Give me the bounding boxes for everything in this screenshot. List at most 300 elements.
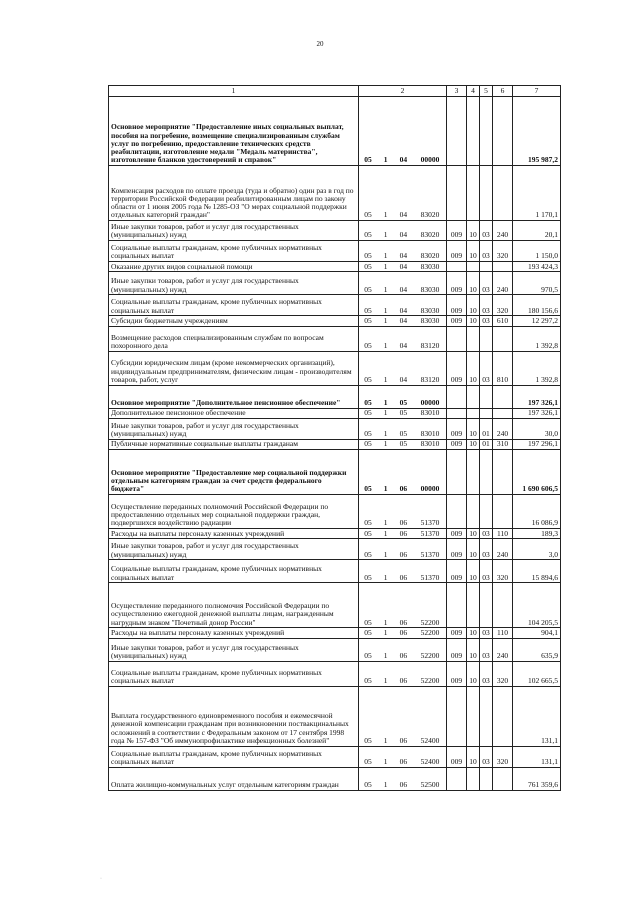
program-code-part: 51370	[420, 549, 440, 559]
table-row	[109, 351, 561, 385]
program-code-parts	[361, 629, 444, 637]
program-code-part: 1	[383, 429, 388, 438]
program-code-parts	[361, 551, 444, 559]
row-amount: 197 326,1	[513, 408, 561, 418]
program-code-part: 1	[383, 779, 388, 789]
table-row	[109, 326, 561, 351]
row-description: Иные закупки товаров, работ и услуг для государственных (муниципальных) нужд	[109, 638, 359, 661]
program-code-part: 83010	[420, 429, 440, 438]
program-code-parts	[361, 619, 444, 627]
table-row-main-activity	[109, 385, 561, 408]
row-expense-type-code	[493, 166, 513, 221]
program-code-part: 04	[399, 284, 408, 294]
program-code-part: 1	[383, 617, 388, 627]
row-program-code	[359, 272, 447, 295]
program-code-part: 04	[399, 210, 408, 220]
program-code-part: 05	[364, 779, 372, 789]
program-code-part: 05	[364, 484, 372, 494]
row-description: Социальные выплаты гражданам, кроме публичных нормативных социальных выплат	[109, 661, 359, 686]
row-amount: 1 392,8	[513, 326, 561, 351]
program-code-part: 05	[364, 650, 372, 660]
program-code-part: 1	[383, 484, 388, 494]
row-program-code	[359, 351, 447, 385]
row-subsection-code	[480, 686, 493, 746]
table-row	[109, 295, 561, 316]
program-code-part: 1	[383, 675, 388, 685]
row-program-code	[359, 767, 447, 790]
row-amount: 30,0	[513, 418, 561, 439]
program-code-part: 51370	[420, 572, 440, 582]
row-amount: 904,1	[513, 628, 561, 638]
margin-mark: ·	[100, 876, 102, 882]
row-program-code	[359, 326, 447, 351]
program-code-part: 1	[383, 261, 388, 271]
row-amount: 761 359,6	[513, 767, 561, 790]
program-code-parts	[361, 530, 444, 538]
program-code-part: 05	[399, 408, 408, 417]
program-code-part: 05	[364, 675, 372, 685]
program-code-part: 1	[383, 572, 388, 582]
program-code-parts	[361, 485, 444, 493]
row-ministry-code: 009	[447, 221, 467, 241]
row-ministry-code	[447, 262, 467, 272]
program-code-part: 00000	[420, 155, 440, 165]
row-subsection-code	[480, 767, 493, 790]
row-section-code: 10	[467, 638, 480, 661]
row-ministry-code: 009	[447, 628, 467, 638]
row-expense-type-code: 240	[493, 418, 513, 439]
table-row	[109, 316, 561, 326]
program-code-parts	[361, 376, 444, 384]
program-code-part: 83120	[420, 374, 440, 384]
program-code-part: 04	[399, 305, 408, 315]
header-cell: 2	[359, 86, 447, 97]
program-code-part: 83010	[420, 408, 440, 417]
row-program-code	[359, 408, 447, 418]
program-code-part: 1	[383, 439, 388, 449]
program-code-part: 83020	[420, 251, 440, 261]
program-code-parts	[361, 781, 444, 789]
program-code-part: 52400	[420, 735, 440, 745]
program-code-part: 05	[364, 429, 372, 438]
program-code-parts	[361, 156, 444, 164]
row-amount: 131,1	[513, 746, 561, 767]
program-code-part: 1	[383, 627, 388, 637]
program-code-parts	[361, 307, 444, 315]
table-row	[109, 560, 561, 583]
program-code-parts	[361, 430, 444, 438]
row-expense-type-code: 320	[493, 560, 513, 583]
row-subsection-code	[480, 385, 493, 408]
row-subsection-code	[480, 97, 493, 166]
program-code-part: 52200	[420, 675, 440, 685]
row-description: Оказание других видов социальной помощи	[109, 262, 359, 272]
program-code-part: 06	[399, 572, 408, 582]
header-cell: 3	[447, 86, 467, 97]
row-section-code: 10	[467, 560, 480, 583]
table-row	[109, 767, 561, 790]
program-code-part: 00000	[420, 397, 440, 407]
header-cell: 1	[109, 86, 359, 97]
row-section-code	[467, 97, 480, 166]
program-code-part: 51370	[420, 518, 440, 528]
program-code-parts	[361, 652, 444, 660]
row-amount: 197 326,1	[513, 385, 561, 408]
program-code-part: 52200	[420, 617, 440, 627]
program-code-part: 1	[383, 549, 388, 559]
row-ministry-code: 009	[447, 295, 467, 316]
row-ministry-code: 009	[447, 560, 467, 583]
row-section-code: 10	[467, 351, 480, 385]
row-ministry-code	[447, 326, 467, 351]
row-description: Субсидии юридическим лицам (кроме некоммерческих организаций), индивидуальным предпринимателям, физическим лицам - производителям товаров, работ, услуг	[109, 351, 359, 385]
program-code-part: 04	[399, 230, 408, 240]
row-expense-type-code	[493, 326, 513, 351]
program-code-part: 05	[399, 397, 408, 407]
program-code-part: 05	[364, 340, 372, 350]
program-code-parts	[361, 519, 444, 527]
row-amount: 12 297,2	[513, 316, 561, 326]
row-ministry-code: 009	[447, 746, 467, 767]
program-code-parts	[361, 211, 444, 219]
header-cell: 7	[513, 86, 561, 97]
row-ministry-code: 009	[447, 351, 467, 385]
row-expense-type-code: 810	[493, 351, 513, 385]
program-code-part: 05	[399, 439, 408, 449]
program-code-part: 05	[364, 439, 372, 449]
program-code-part: 06	[399, 518, 408, 528]
page-number: 20	[316, 40, 324, 48]
row-subsection-code: 03	[480, 539, 493, 560]
program-code-part: 04	[399, 251, 408, 261]
row-program-code	[359, 241, 447, 262]
row-ministry-code: 009	[447, 241, 467, 262]
row-ministry-code	[447, 686, 467, 746]
row-ministry-code	[447, 450, 467, 495]
program-code-part: 05	[364, 518, 372, 528]
program-code-part: 06	[399, 528, 408, 538]
row-section-code	[467, 767, 480, 790]
program-code-parts	[361, 574, 444, 582]
header-cell: 6	[493, 86, 513, 97]
program-code-part: 05	[364, 251, 372, 261]
row-expense-type-code	[493, 97, 513, 166]
row-program-code	[359, 628, 447, 638]
table-row	[109, 166, 561, 221]
row-program-code	[359, 661, 447, 686]
row-expense-type-code: 310	[493, 439, 513, 449]
program-code-part: 1	[383, 284, 388, 294]
row-ministry-code: 009	[447, 439, 467, 449]
program-code-parts	[361, 758, 444, 766]
row-expense-type-code	[493, 583, 513, 628]
row-amount: 16 086,9	[513, 495, 561, 529]
program-code-part: 05	[364, 528, 372, 538]
row-description: Основное мероприятие "Дополнительное пенсионное обеспечение"	[109, 385, 359, 408]
program-code-part: 83020	[420, 210, 440, 220]
program-code-parts	[361, 399, 444, 407]
row-amount: 1 170,1	[513, 166, 561, 221]
row-section-code	[467, 262, 480, 272]
program-code-part: 06	[399, 675, 408, 685]
row-amount: 15 894,6	[513, 560, 561, 583]
program-code-part: 05	[364, 261, 372, 271]
row-section-code: 10	[467, 295, 480, 316]
row-expense-type-code	[493, 385, 513, 408]
row-program-code	[359, 97, 447, 166]
program-code-part: 05	[364, 397, 372, 407]
row-section-code: 10	[467, 316, 480, 326]
program-code-part: 1	[383, 408, 388, 417]
row-amount: 970,5	[513, 272, 561, 295]
row-expense-type-code	[493, 495, 513, 529]
table-row	[109, 628, 561, 638]
program-code-part: 05	[364, 305, 372, 315]
row-amount: 1 690 606,5	[513, 450, 561, 495]
row-subsection-code: 03	[480, 221, 493, 241]
program-code-part: 04	[399, 340, 408, 350]
row-section-code	[467, 495, 480, 529]
row-subsection-code	[480, 326, 493, 351]
row-program-code	[359, 418, 447, 439]
program-code-part: 83030	[420, 261, 440, 271]
program-code-part: 06	[399, 484, 408, 494]
row-ministry-code	[447, 583, 467, 628]
program-code-part: 06	[399, 549, 408, 559]
row-ministry-code: 009	[447, 316, 467, 326]
row-subsection-code: 03	[480, 529, 493, 539]
program-code-part: 1	[383, 397, 388, 407]
row-subsection-code	[480, 495, 493, 529]
program-code-part: 83030	[420, 284, 440, 294]
program-code-part: 1	[383, 210, 388, 220]
row-ministry-code	[447, 166, 467, 221]
row-subsection-code: 01	[480, 439, 493, 449]
program-code-part: 04	[399, 155, 408, 165]
program-code-part: 1	[383, 340, 388, 350]
program-code-parts	[361, 677, 444, 685]
program-code-part: 06	[399, 650, 408, 660]
row-amount: 197 296,1	[513, 439, 561, 449]
table-row	[109, 408, 561, 418]
row-description: Публичные нормативные социальные выплаты гражданам	[109, 439, 359, 449]
row-amount: 635,9	[513, 638, 561, 661]
row-ministry-code	[447, 385, 467, 408]
row-amount: 193 424,3	[513, 262, 561, 272]
table-row	[109, 241, 561, 262]
row-section-code	[467, 450, 480, 495]
row-amount: 180 156,6	[513, 295, 561, 316]
row-subsection-code: 03	[480, 241, 493, 262]
program-code-part: 05	[364, 284, 372, 294]
row-section-code	[467, 326, 480, 351]
program-code-part: 06	[399, 617, 408, 627]
program-code-parts	[361, 231, 444, 239]
row-section-code	[467, 686, 480, 746]
program-code-parts	[361, 286, 444, 294]
row-program-code	[359, 385, 447, 408]
row-program-code	[359, 166, 447, 221]
row-description: Выплата государственного единовременного пособия и ежемесячной денежной компенсации гражданам при возникновении поствакцинальных осложнений в соответствии с Федеральным законом от 17 сентября 1998 года № 157-ФЗ "Об иммунопрофилактике инфекционных болезней"	[109, 686, 359, 746]
row-program-code	[359, 450, 447, 495]
row-program-code	[359, 638, 447, 661]
program-code-part: 04	[399, 315, 408, 325]
row-expense-type-code	[493, 262, 513, 272]
row-section-code: 10	[467, 628, 480, 638]
program-code-part: 1	[383, 518, 388, 528]
program-code-parts	[361, 409, 444, 417]
program-code-part: 52400	[420, 756, 440, 766]
program-code-parts	[361, 263, 444, 271]
program-code-part: 06	[399, 756, 408, 766]
header-cell: 4	[467, 86, 480, 97]
table-row-main-activity	[109, 450, 561, 495]
row-description: Социальные выплаты гражданам, кроме публичных нормативных социальных выплат	[109, 241, 359, 262]
table-row	[109, 221, 561, 241]
row-description: Основное мероприятие "Предоставление мер социальной поддержки отдельным категориям граждан за счет средств федерального бюджета"	[109, 450, 359, 495]
row-program-code	[359, 495, 447, 529]
program-code-part: 1	[383, 756, 388, 766]
program-code-part: 1	[383, 650, 388, 660]
row-subsection-code	[480, 408, 493, 418]
row-section-code: 10	[467, 272, 480, 295]
program-code-part: 04	[399, 261, 408, 271]
row-ministry-code: 009	[447, 529, 467, 539]
row-expense-type-code: 320	[493, 746, 513, 767]
program-code-part: 05	[364, 230, 372, 240]
row-amount: 189,3	[513, 529, 561, 539]
table-row	[109, 262, 561, 272]
row-subsection-code	[480, 262, 493, 272]
row-description: Социальные выплаты гражданам, кроме публичных нормативных социальных выплат	[109, 560, 359, 583]
budget-table	[108, 85, 561, 791]
row-description: Возмещение расходов специализированным службам по вопросам похоронного дела	[109, 326, 359, 351]
row-expense-type-code: 240	[493, 539, 513, 560]
table-header-row	[109, 86, 561, 97]
program-code-part: 1	[383, 230, 388, 240]
row-section-code	[467, 166, 480, 221]
row-expense-type-code: 610	[493, 316, 513, 326]
program-code-part: 83030	[420, 305, 440, 315]
row-program-code	[359, 295, 447, 316]
row-subsection-code: 03	[480, 351, 493, 385]
program-code-part: 05	[364, 572, 372, 582]
row-section-code: 10	[467, 539, 480, 560]
row-subsection-code: 03	[480, 628, 493, 638]
row-amount: 102 665,5	[513, 661, 561, 686]
program-code-part: 05	[364, 408, 372, 417]
row-program-code	[359, 539, 447, 560]
row-amount: 104 205,5	[513, 583, 561, 628]
program-code-part: 05	[364, 315, 372, 325]
table-row	[109, 539, 561, 560]
program-code-part: 83020	[420, 230, 440, 240]
program-code-part: 1	[383, 374, 388, 384]
table-row	[109, 746, 561, 767]
program-code-part: 04	[399, 374, 408, 384]
row-ministry-code: 009	[447, 661, 467, 686]
program-code-part: 05	[364, 549, 372, 559]
row-ministry-code	[447, 767, 467, 790]
row-expense-type-code: 110	[493, 529, 513, 539]
program-code-parts	[361, 317, 444, 325]
row-section-code: 10	[467, 418, 480, 439]
row-subsection-code	[480, 583, 493, 628]
row-ministry-code: 009	[447, 272, 467, 295]
program-code-part: 05	[364, 374, 372, 384]
row-ministry-code	[447, 495, 467, 529]
program-code-part: 05	[364, 627, 372, 637]
program-code-part: 05	[364, 155, 372, 165]
table-row	[109, 686, 561, 746]
row-subsection-code: 03	[480, 272, 493, 295]
row-description: Осуществление переданного полномочия Российской Федерации по осуществлению ежегодной денежной выплаты лицам, награжденным нагрудным знаком "Почетный донор России"	[109, 583, 359, 628]
row-subsection-code	[480, 450, 493, 495]
row-subsection-code: 01	[480, 418, 493, 439]
row-ministry-code	[447, 97, 467, 166]
row-description: Оплата жилищно-коммунальных услуг отдельным категориям граждан	[109, 767, 359, 790]
program-code-parts	[361, 440, 444, 448]
table-row-main-activity	[109, 97, 561, 166]
row-program-code	[359, 439, 447, 449]
row-description: Осуществление переданных полномочий Российской Федерации по предоставлению отдельных мер социальной поддержки граждан, подвергшихся воздействию радиации	[109, 495, 359, 529]
row-program-code	[359, 583, 447, 628]
program-code-parts	[361, 342, 444, 350]
row-section-code: 10	[467, 241, 480, 262]
row-expense-type-code: 240	[493, 272, 513, 295]
row-subsection-code: 03	[480, 316, 493, 326]
program-code-part: 83120	[420, 340, 440, 350]
row-program-code	[359, 221, 447, 241]
row-description: Компенсация расходов по оплате проезда (туда и обратно) один раз в год по территории Российской Федерации реабилитированным лицам по закону области от 1 июня 2005 года № 1285-ОЗ "О мерах социальной поддержки отдельных категорий граждан"	[109, 166, 359, 221]
row-program-code	[359, 746, 447, 767]
row-description: Основное мероприятие "Предоставление иных социальных выплат, пособия на погребение, возмещение специализированным службам услуг по погребению, предоставление технических средств реабилитации, изготовление медали "Медаль материнства", изготовление бланков удостоверений и справок"	[109, 97, 359, 166]
row-section-code: 10	[467, 439, 480, 449]
table-row	[109, 529, 561, 539]
row-section-code: 10	[467, 529, 480, 539]
table-row	[109, 272, 561, 295]
row-ministry-code: 009	[447, 638, 467, 661]
row-expense-type-code	[493, 450, 513, 495]
program-code-part: 52200	[420, 627, 440, 637]
row-expense-type-code: 240	[493, 638, 513, 661]
row-description: Расходы на выплаты персоналу казенных учреждений	[109, 628, 359, 638]
table-row	[109, 418, 561, 439]
program-code-part: 05	[399, 429, 408, 438]
program-code-part: 05	[364, 210, 372, 220]
row-amount: 1 392,8	[513, 351, 561, 385]
program-code-part: 1	[383, 315, 388, 325]
program-code-parts	[361, 737, 444, 745]
program-code-part: 06	[399, 779, 408, 789]
table-row	[109, 638, 561, 661]
row-program-code	[359, 529, 447, 539]
row-expense-type-code: 240	[493, 221, 513, 241]
row-program-code	[359, 686, 447, 746]
program-code-part: 05	[364, 756, 372, 766]
program-code-part: 1	[383, 735, 388, 745]
program-code-part: 06	[399, 735, 408, 745]
row-amount: 3,0	[513, 539, 561, 560]
row-expense-type-code: 320	[493, 295, 513, 316]
header-cell: 5	[480, 86, 493, 97]
row-description: Субсидии бюджетным учреждениям	[109, 316, 359, 326]
table-row	[109, 439, 561, 449]
row-section-code	[467, 385, 480, 408]
row-expense-type-code: 110	[493, 628, 513, 638]
program-code-part: 52200	[420, 650, 440, 660]
row-subsection-code: 03	[480, 746, 493, 767]
